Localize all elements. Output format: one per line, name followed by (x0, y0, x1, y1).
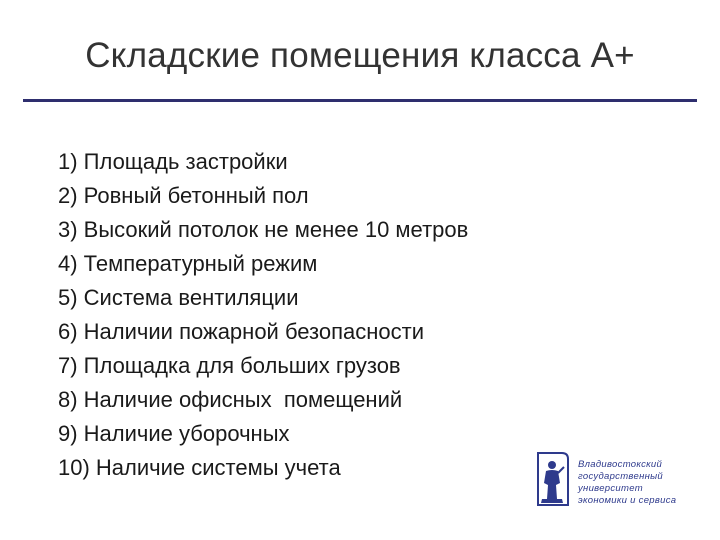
title-divider (23, 99, 697, 102)
slide-title: Складские помещения класса А+ (85, 36, 635, 75)
list-item: 9) Наличие уборочных (58, 421, 290, 446)
list-item: 2) Ровный бетонный пол (58, 183, 309, 208)
list-item: 7) Площадка для больших грузов (58, 353, 401, 378)
logo-line: Владивостокский (578, 459, 663, 470)
list-item: 8) Наличие офисных помещений (58, 387, 403, 412)
list-item: 5) Система вентиляции (58, 285, 299, 310)
requirements-list (58, 145, 468, 485)
university-logo (532, 449, 712, 513)
list-item: 6) Наличии пожарной безопасности (58, 319, 425, 344)
logo-line: экономики и сервиса (578, 495, 677, 506)
list-item: 3) Высокий потолок не менее 10 метров (58, 217, 469, 242)
university-emblem-icon (532, 449, 572, 511)
list-item: 4) Температурный режим (58, 251, 318, 276)
list-item: 10) Наличие системы учета (58, 455, 341, 480)
list-item: 1) Площадь застройки (58, 149, 288, 174)
logo-line: государственный (578, 471, 663, 482)
logo-caption (578, 459, 712, 507)
logo-line: университет (578, 483, 643, 494)
